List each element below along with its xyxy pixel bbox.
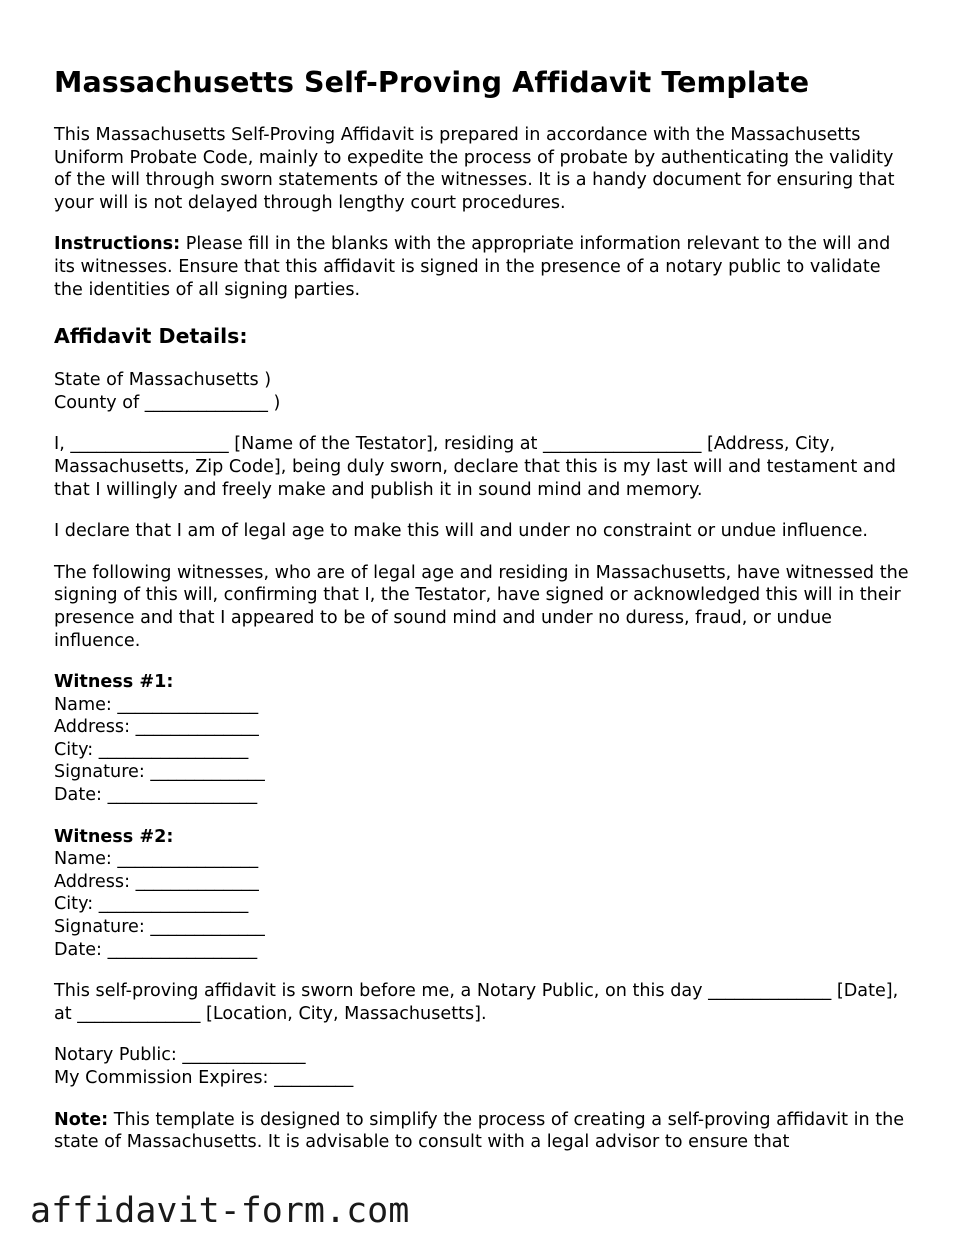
note-text: This template is designed to simplify the process of creating a self-proving affidavit in the state of Massachusetts. It is advisable to consult with a legal advisor to ensure that <box>54 1109 905 1153</box>
notary-public-field: Notary Public: ______________ <box>54 1045 306 1066</box>
section-heading: Affidavit Details: <box>54 324 248 349</box>
instructions-text: Please fill in the blanks with the appropriate information relevant to the will and its witnesses. Ensure that this affidavit is signed in the presence of a notary public to validate the identities of all signing parties. <box>54 234 891 300</box>
witness-1-block <box>54 671 914 807</box>
witness-1-name-field: Name: ________________ <box>54 694 259 715</box>
instructions-paragraph <box>54 233 914 301</box>
intro-paragraph: This Massachusetts Self-Proving Affidavit is prepared in accordance with the Massachusetts Uniform Probate Code, mainly to expedite the process of probate by authenticating the validity of the will through sworn statements of the witnesses. It is a handy document for ensuring that your will is not delayed through lengthy court procedures. <box>54 125 895 213</box>
witness-2-address-field: Address: ______________ <box>54 871 259 892</box>
instructions-label: Instructions: <box>54 234 181 255</box>
witness-2-date-field: Date: _________________ <box>54 939 258 960</box>
witness-1-heading: Witness #1: <box>54 672 174 693</box>
venue-block <box>54 369 914 414</box>
note-paragraph <box>54 1109 914 1154</box>
witness-2-block <box>54 826 914 962</box>
legal-age-paragraph: I declare that I am of legal age to make this will and under no constraint or undue influence. <box>54 521 869 542</box>
venue-state-line: State of Massachusetts ) <box>54 370 272 391</box>
witness-2-heading: Witness #2: <box>54 826 174 847</box>
witness-statement-paragraph: The following witnesses, who are of legal age and residing in Massachusetts, have witnessed the signing of this will, confirming that I, the Testator, have signed or acknowledged this will in their presence and that I appeared to be of sound mind and under no duress, fraud, or undue influence. <box>54 562 909 651</box>
witness-1-signature-field: Signature: _____________ <box>54 762 265 783</box>
witness-1-city-field: City: _________________ <box>54 739 249 760</box>
document-page <box>54 66 914 1154</box>
witness-2-name-field: Name: ________________ <box>54 849 259 870</box>
document-title: Massachusetts Self-Proving Affidavit Template <box>54 66 810 99</box>
witness-2-city-field: City: _________________ <box>54 894 249 915</box>
notary-statement-paragraph: This self-proving affidavit is sworn before me, a Notary Public, on this day ______________ [Date], at ______________ [Location, City, Massachusetts]. <box>54 981 899 1024</box>
note-label: Note: <box>54 1109 109 1130</box>
witness-1-date-field: Date: _________________ <box>54 785 258 806</box>
commission-expires-field: My Commission Expires: _________ <box>54 1068 354 1088</box>
witness-2-signature-field: Signature: _____________ <box>54 917 265 938</box>
declaration-paragraph: I, __________________ [Name of the Testator], residing at __________________ [Address, City, Massachusetts, Zip Code], being duly sworn, declare that this is my last will and testament and that I willingly and freely make and publish it in sound mind and memory. <box>54 434 896 500</box>
site-watermark: affidavit-form.com <box>30 1189 415 1233</box>
witness-1-address-field: Address: ______________ <box>54 717 259 738</box>
venue-county-line: County of ______________ ) <box>54 392 281 413</box>
notary-block <box>54 1044 914 1089</box>
